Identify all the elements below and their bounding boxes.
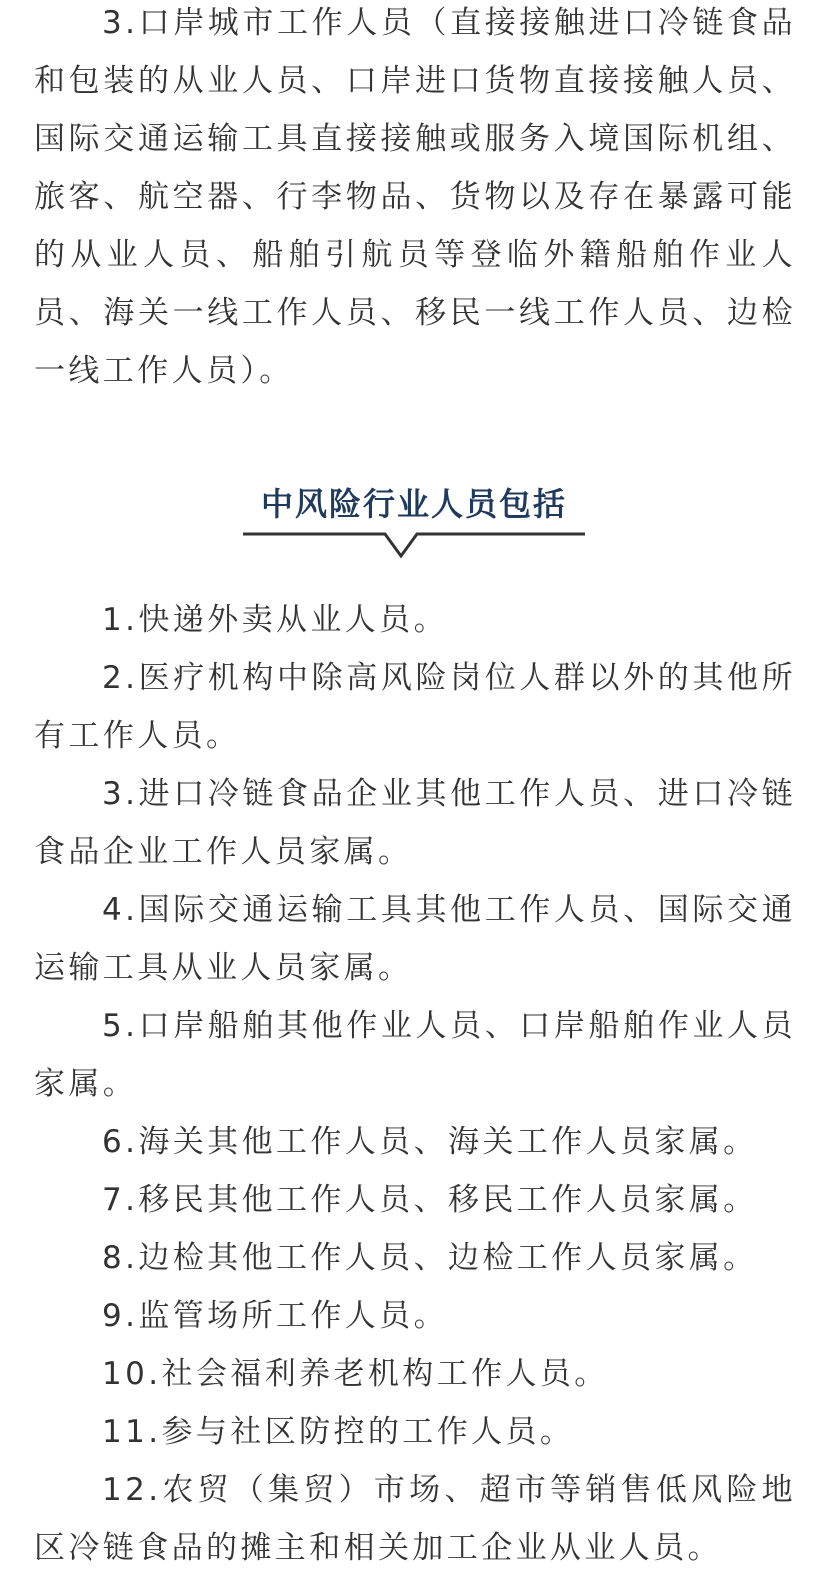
medium-risk-list [34, 591, 796, 1577]
list-item: 11.参与社区防控的工作人员。 [102, 1414, 575, 1450]
list-item: 6.海关其他工作人员、海关工作人员家属。 [102, 1124, 758, 1160]
list-item: 10.社会福利养老机构工作人员。 [102, 1356, 609, 1392]
heading-underline-pointer [243, 532, 585, 566]
list-item: 2.医疗机构中除高风险岗位人群以外的其他所有工作人员。 [34, 660, 796, 754]
high-risk-list-continuation [34, 0, 796, 400]
list-item: 4.国际交通运输工具其他工作人员、国际交通运输工具从业人员家属。 [34, 892, 796, 986]
section-title: 中风险行业人员包括 [260, 485, 567, 523]
list-item: 8.边检其他工作人员、边检工作人员家属。 [102, 1240, 758, 1276]
list-item: 7.移民其他工作人员、移民工作人员家属。 [102, 1182, 758, 1218]
list-item: 9.监管场所工作人员。 [102, 1298, 448, 1334]
section-heading [243, 478, 585, 568]
list-item: 1.快递外卖从业人员。 [102, 602, 448, 638]
underline-stroke [243, 534, 585, 556]
list-item: 12.农贸（集贸）市场、超市等销售低风险地区冷链食品的摊主和相关加工企业从业人员。 [34, 1472, 796, 1566]
list-item: 3.口岸城市工作人员（直接接触进口冷链食品和包装的从业人员、口岸进口货物直接接触人员、国际交通运输工具直接接触或服务入境国际机组、旅客、航空器、行李物品、货物以及存在暴露可能的从业人员、船舶引航员等登临外籍船舶作业人员、海关一线工作人员、移民一线工作人员、边检一线工作人员）。 [34, 5, 796, 389]
list-item: 5.口岸船舶其他作业人员、口岸船舶作业人员家属。 [34, 1008, 796, 1102]
list-item: 3.进口冷链食品企业其他工作人员、进口冷链食品企业工作人员家属。 [34, 776, 796, 870]
